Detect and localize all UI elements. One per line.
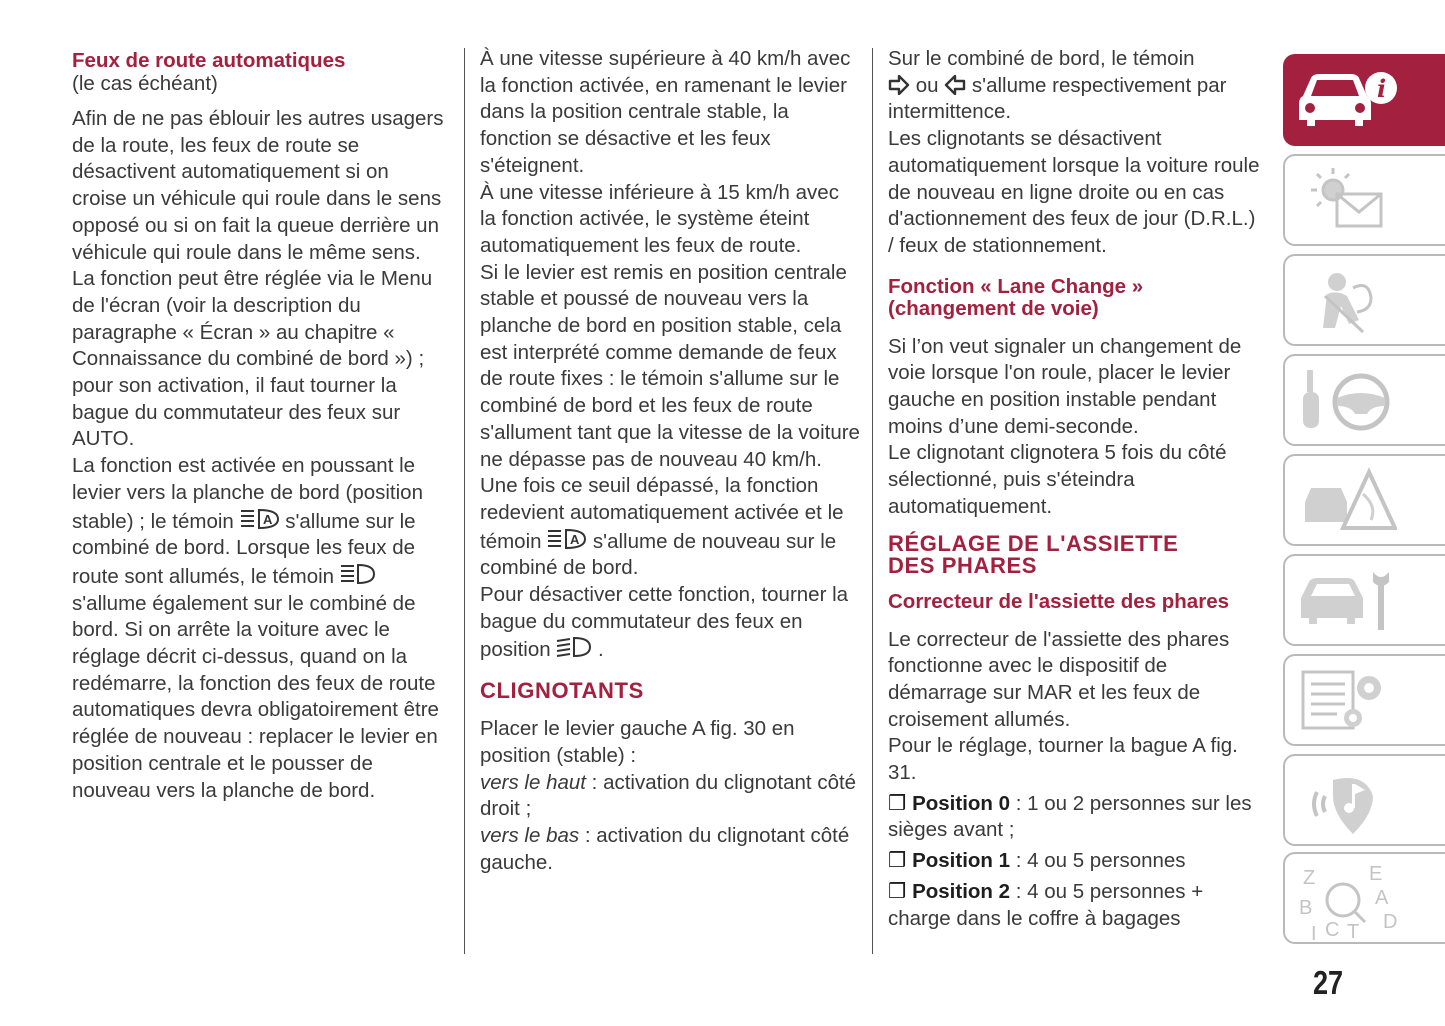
heading-lane-change: Fonction « Lane Change » (changement de voie): [888, 274, 1144, 320]
low-beam-icon: [556, 635, 592, 659]
paragraph: vers le bas : activation du clignotant côté gauche.: [480, 823, 850, 874]
svg-text:I: I: [1311, 923, 1317, 940]
column-2: [480, 46, 860, 876]
tab-index[interactable]: [1283, 852, 1445, 944]
svg-text:E: E: [1369, 864, 1383, 885]
paragraph: À une vitesse inférieure à 15 km/h avec la fonction activée, le système éteint automatiquement les feux de route.: [480, 180, 839, 257]
paragraph: Le correcteur de l'assiette des phares fonctionne avec le dispositif de démarrage sur MAR et les feux de croisement allumés.: [888, 627, 1230, 731]
svg-text:Z: Z: [1303, 867, 1316, 889]
subheading-correcteur: Correcteur de l'assiette des phares: [888, 589, 1229, 613]
paragraph: À une vitesse supérieure à 40 km/h avec la fonction activée, en ramenant le levier dans la position centrale stable, la fonction se désactive et les feux s'éteignent.: [480, 47, 851, 177]
maintenance-icon: [1297, 566, 1397, 636]
specs-icon: [1297, 666, 1397, 736]
index-icon: [1297, 864, 1397, 940]
high-beam-icon: [340, 562, 376, 586]
svg-text:A: A: [1375, 887, 1389, 909]
paragraph: Pour le réglage, tourner la bague A fig. 31.: [888, 734, 1238, 785]
column-divider: [464, 48, 465, 954]
paragraph: Sur le combiné de bord, le témoin ou s'allume respectivement par intermittence.: [888, 47, 1227, 124]
column-1: [72, 46, 447, 804]
heading-feux-de-route-auto: Feux de route automatiques: [72, 49, 346, 72]
arrow-right-icon: [888, 75, 910, 95]
multimedia-icon: [1297, 766, 1397, 836]
column-divider: [872, 48, 873, 954]
paragraph: Placer le levier gauche A fig. 30 en position (stable) :: [480, 717, 795, 767]
arrow-left-icon: [944, 75, 966, 95]
svg-text:B: B: [1299, 897, 1313, 919]
tab-multimedia[interactable]: [1283, 754, 1445, 846]
tab-warning-lights[interactable]: [1283, 154, 1445, 246]
paragraph: La fonction est activée en poussant le levier vers la planche de bord (position stable) ; le témoin A s'allume sur le combiné de bord. Lorsque les feux de route sont allumés, le témoin s'allume également sur le combiné de bord. Si on arrête la voiture avec le réglage décrit ci-dessus, quand on la redémarre, la fonction des feux de route automatiques devra obligatoirement être réglée de nouveau : replacer le levier en position centrale et le pousser de nouveau vers la planche de bord.: [72, 454, 439, 802]
paragraph: Le clignotant clignotera 5 fois du côté sélectionné, puis s'éteindra automatiquement.: [888, 441, 1227, 518]
section-title-reglage-assiette: RÉGLAGE DE L'ASSIETTE DES PHARES: [888, 530, 1179, 578]
page-number: 27: [1312, 964, 1344, 1001]
key-steering-icon: [1297, 366, 1397, 436]
svg-text:i: i: [1377, 74, 1387, 103]
auto-high-beam-icon: [547, 527, 587, 551]
emergency-icon: [1297, 466, 1397, 536]
paragraph: Les clignotants se désactivent automatiquement lorsque la voiture roule de nouveau en ligne droite ou en cas d'actionnement des feux de jour (D.R.L.) / feux de stationnement.: [888, 127, 1260, 257]
tab-emergency[interactable]: [1283, 454, 1445, 546]
position-item: ❒ Position 1 : 4 ou 5 personnes: [888, 849, 1186, 873]
position-item: ❒ Position 2 : 4 ou 5 personnes + charge dans le coffre à bagages: [888, 879, 1204, 930]
position-item: ❒ Position 0 : 1 ou 2 personnes sur les sièges avant ;: [888, 791, 1252, 842]
svg-text:D: D: [1383, 911, 1397, 933]
svg-text:T: T: [1347, 921, 1360, 940]
paragraph: Pour désactiver cette fonction, tourner la bague du commutateur des feux en position .: [480, 583, 849, 662]
section-title-clignotants: CLIGNOTANTS: [480, 678, 644, 704]
svg-text:A: A: [262, 511, 272, 527]
airbag-safety-icon: [1297, 266, 1397, 336]
tab-starting-driving[interactable]: [1283, 354, 1445, 446]
heading-note: (le cas échéant): [72, 72, 218, 95]
column-3: [888, 46, 1266, 932]
paragraph: Si le levier est remis en position centrale stable et poussé de nouveau vers la planche de bord en position stable, cela est interprété comme demande de feux de route fixes : le témoin s'allume sur le combiné de bord et les feux de route s'allument tant que la vitesse de la voiture ne dépasse pas de nouveau 40 km/h. Une fois ce seuil dépassé, la fonction redevient automatiquement activée et le témoin A s'allume de nouveau sur le combiné de bord.: [480, 260, 860, 580]
tab-safety[interactable]: [1283, 254, 1445, 346]
warning-lights-icon: [1297, 166, 1397, 236]
tab-car-info[interactable]: [1283, 54, 1445, 146]
svg-text:C: C: [1325, 919, 1340, 940]
paragraph: vers le haut : activation du clignotant côté droit ;: [480, 770, 857, 821]
paragraph: Si l’on veut signaler un changement de voie lorsque l'on roule, placer le levier gauche en position instable pendant moins d’une demi-seconde.: [888, 334, 1242, 438]
tab-maintenance[interactable]: [1283, 554, 1445, 646]
paragraph: Afin de ne pas éblouir les autres usagers de la route, les feux de route se désactivent automatiquement si on croise un véhicule qui roule dans le sens opposé ou si on fait la queue derrière un véhicule qui roule dans le même sens.: [72, 107, 444, 264]
paragraph: La fonction peut être réglée via le Menu de l'écran (voir la description du paragraphe « Écran » au chapitre « Connaissance du combiné de bord ») ; pour son activation, il faut tourner la bague du commutateur des feux sur AUTO.: [72, 267, 433, 451]
tab-technical-data[interactable]: [1283, 654, 1445, 746]
auto-high-beam-icon: [240, 507, 280, 531]
svg-text:A: A: [570, 531, 580, 547]
car-info-icon: [1297, 66, 1407, 136]
